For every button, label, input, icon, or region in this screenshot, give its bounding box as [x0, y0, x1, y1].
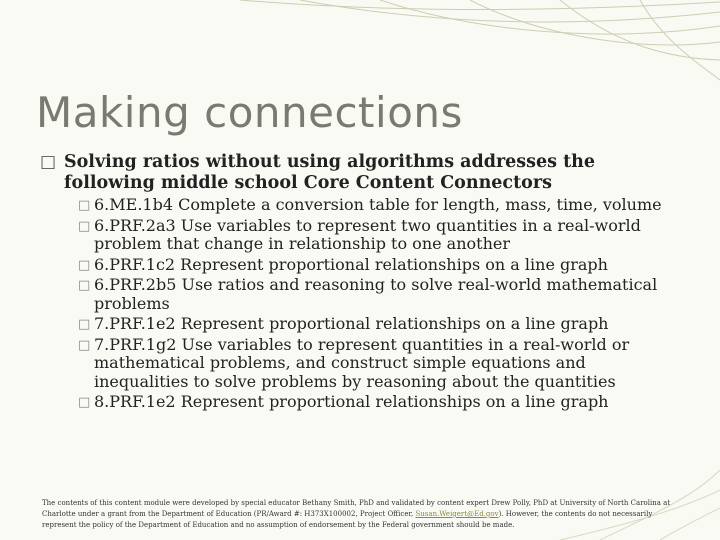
square-bullet-icon: □ [78, 317, 91, 332]
square-bullet-icon: □ [78, 395, 91, 410]
square-bullet-icon: □ [78, 337, 91, 353]
lead-bullet [40, 152, 680, 194]
list-item: □ 8.PRF.1e2 Represent proportional relationships on a line graph [78, 392, 609, 411]
list-item: □ 6.PRF.2a3 Use variables to represent two quantities in a real-world problem that change in relationship to one another [78, 215, 641, 253]
square-bullet-icon: □ [78, 198, 91, 213]
list-item: □ 6.PRF.2b5 Use ratios and reasoning to solve real-world mathematical problems [78, 275, 658, 313]
list-item: □ 6.PRF.1c2 Represent proportional relationships on a line graph [78, 254, 608, 274]
list-item: □ 6.ME.1b4 Complete a conversion table for length, mass, time, volume [78, 195, 662, 214]
slide-title: Making connections [36, 88, 463, 137]
content-body [40, 152, 680, 414]
list-item: □ 7.PRF.1g2 Use variables to represent quantities in a real-world or mathematical problems, and construct simple equations and inequalities to solve problems by reasoning about the quantities [78, 334, 630, 391]
square-bullet-icon: □ [40, 152, 57, 172]
square-bullet-icon: □ [78, 257, 91, 273]
list-item: □ 7.PRF.1e2 Represent proportional relationships on a line graph [78, 314, 609, 333]
square-bullet-icon: □ [78, 218, 91, 234]
lead-text: Solving ratios without using algorithms addresses the following middle school Core Content Connectors [64, 152, 596, 193]
footer-disclaimer: The contents of this content module were developed by special educator Bethany Smith, PhD and validated by content expert Drew Polly, PhD at University of North Carolina at Charlotte under a grant from the Department of Education (PR/Award #: H373X100002, Project Officer, Susan.Weigert@Ed.gov). However, the contents do not necessarily represent the policy of the Department of Education and no assumption of endorsement by the Federal government should be made. [42, 499, 671, 529]
connector-list [40, 196, 680, 412]
square-bullet-icon: □ [78, 278, 91, 293]
email-link[interactable]: Susan.Weigert@Ed.gov [415, 510, 499, 518]
